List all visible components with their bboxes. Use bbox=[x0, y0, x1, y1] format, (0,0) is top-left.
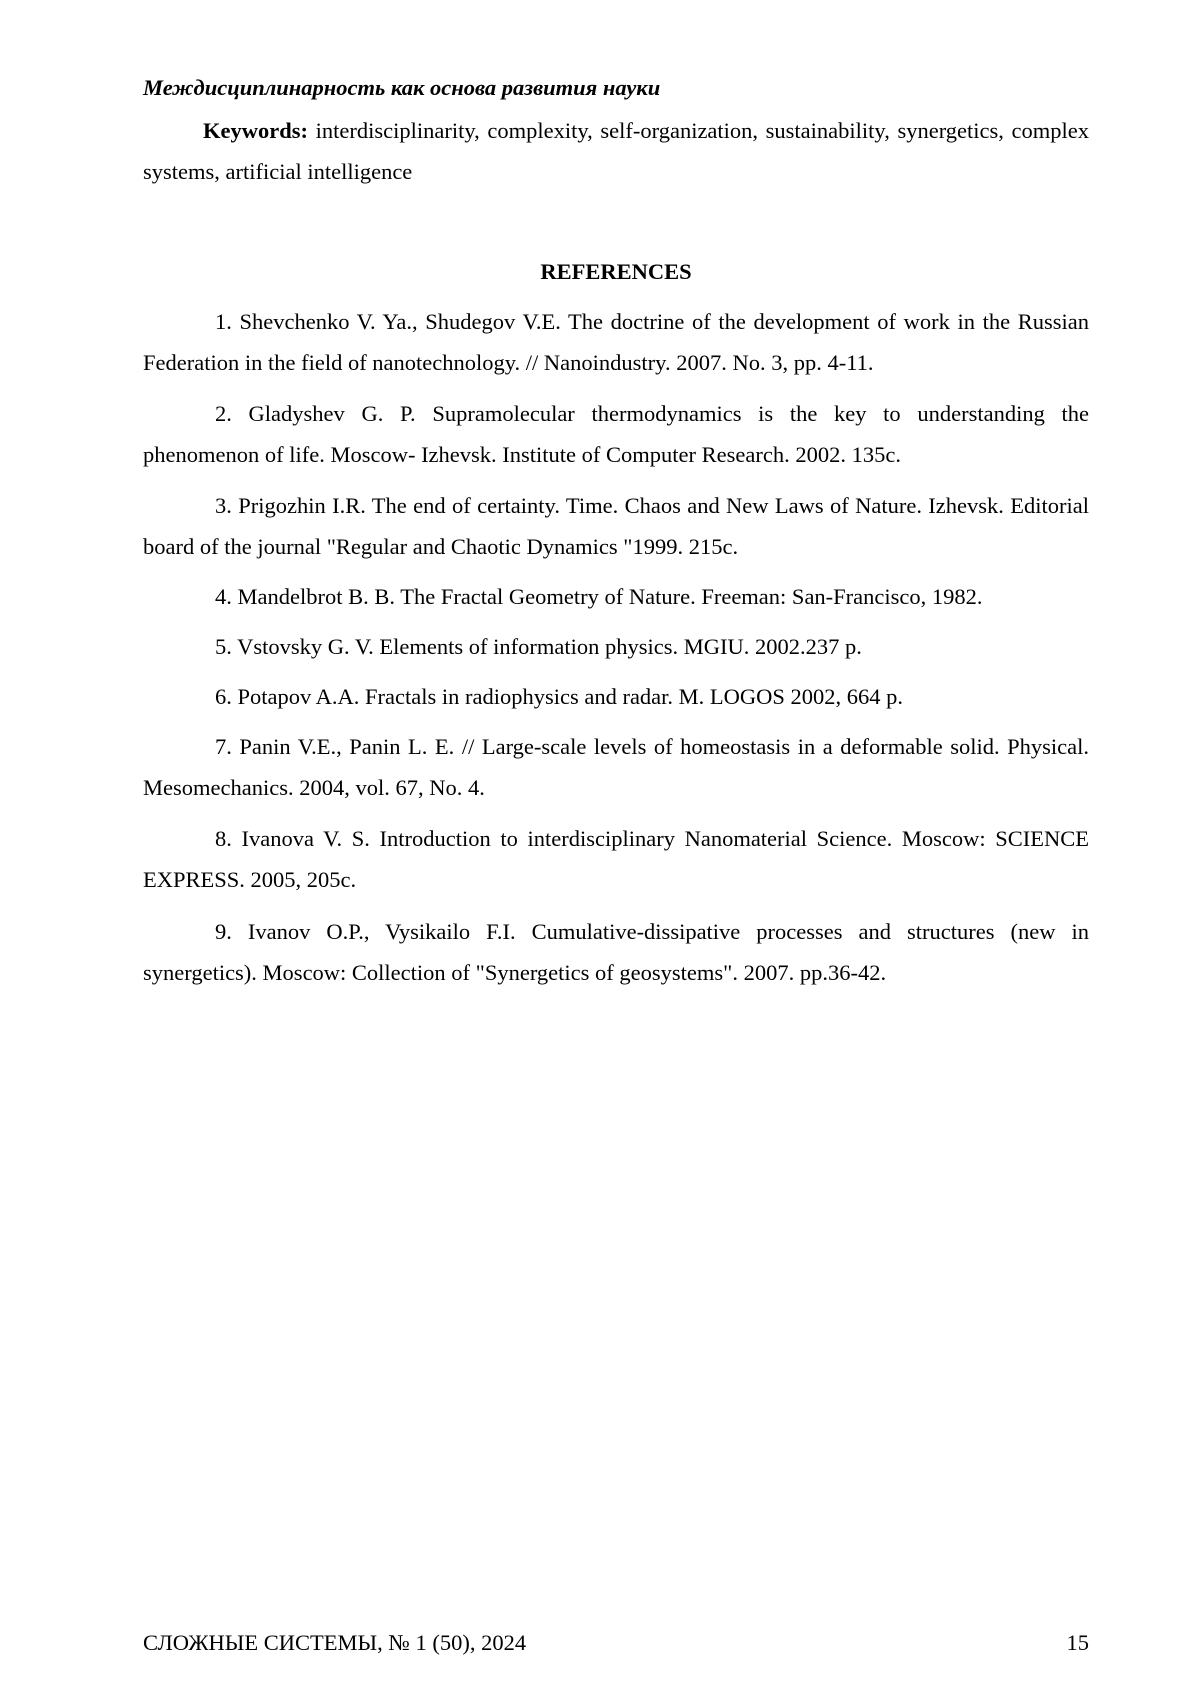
reference-item: 9. Ivanov O.P., Vysikailo F.I. Cumulative-dissipative processes and structures (new in synergetics). Moscow: Collection of "Synergetics of geosystems". 2007. pp.36-42. bbox=[143, 911, 1089, 993]
page-number: 15 bbox=[1067, 1622, 1090, 1663]
reference-item: 6. Potapov A.A. Fractals in radiophysics and radar. M. LOGOS 2002, 664 p. bbox=[143, 676, 1089, 717]
reference-item: 8. Ivanova V. S. Introduction to interdisciplinary Nanomaterial Science. Moscow: SCIENCE EXPRESS. 2005, 205c. bbox=[143, 818, 1089, 900]
keywords-text: interdisciplinarity, complexity, self-organization, sustainability, synergetics, complex systems, artificial intelligence bbox=[143, 118, 1089, 184]
keywords-label: Keywords: bbox=[203, 118, 308, 143]
reference-item: 1. Shevchenko V. Ya., Shudegov V.E. The doctrine of the development of work in the Russian Federation in the field of nanotechnology. // Nanoindustry. 2007. No. 3, pp. 4-11. bbox=[143, 301, 1089, 383]
reference-item: 7. Panin V.E., Panin L. E. // Large-scale levels of homeostasis in a deformable solid. Physical. Mesomechanics. 2004, vol. 67, No. 4. bbox=[143, 726, 1089, 808]
page-footer bbox=[143, 1622, 1089, 1663]
article-title: Междисциплинарность как основа развития науки bbox=[143, 67, 1089, 108]
keywords-paragraph bbox=[143, 110, 1089, 192]
reference-item: 3. Prigozhin I.R. The end of certainty. Time. Chaos and New Laws of Nature. Izhevsk. Editorial board of the journal "Regular and Chaotic Dynamics "1999. 215c. bbox=[143, 485, 1089, 567]
reference-item: 2. Gladyshev G. P. Supramolecular thermodynamics is the key to understanding the phenomenon of life. Moscow- Izhevsk. Institute of Computer Research. 2002. 135c. bbox=[143, 393, 1089, 475]
references-heading: REFERENCES bbox=[143, 251, 1089, 292]
reference-item: 4. Mandelbrot B. B. The Fractal Geometry of Nature. Freeman: San-Francisco, 1982. bbox=[143, 576, 1089, 617]
reference-item: 5. Vstovsky G. V. Elements of information physics. MGIU. 2002.237 p. bbox=[143, 626, 1089, 667]
journal-name: СЛОЖНЫЕ СИСТЕМЫ, № 1 (50), 2024 bbox=[143, 1622, 526, 1663]
